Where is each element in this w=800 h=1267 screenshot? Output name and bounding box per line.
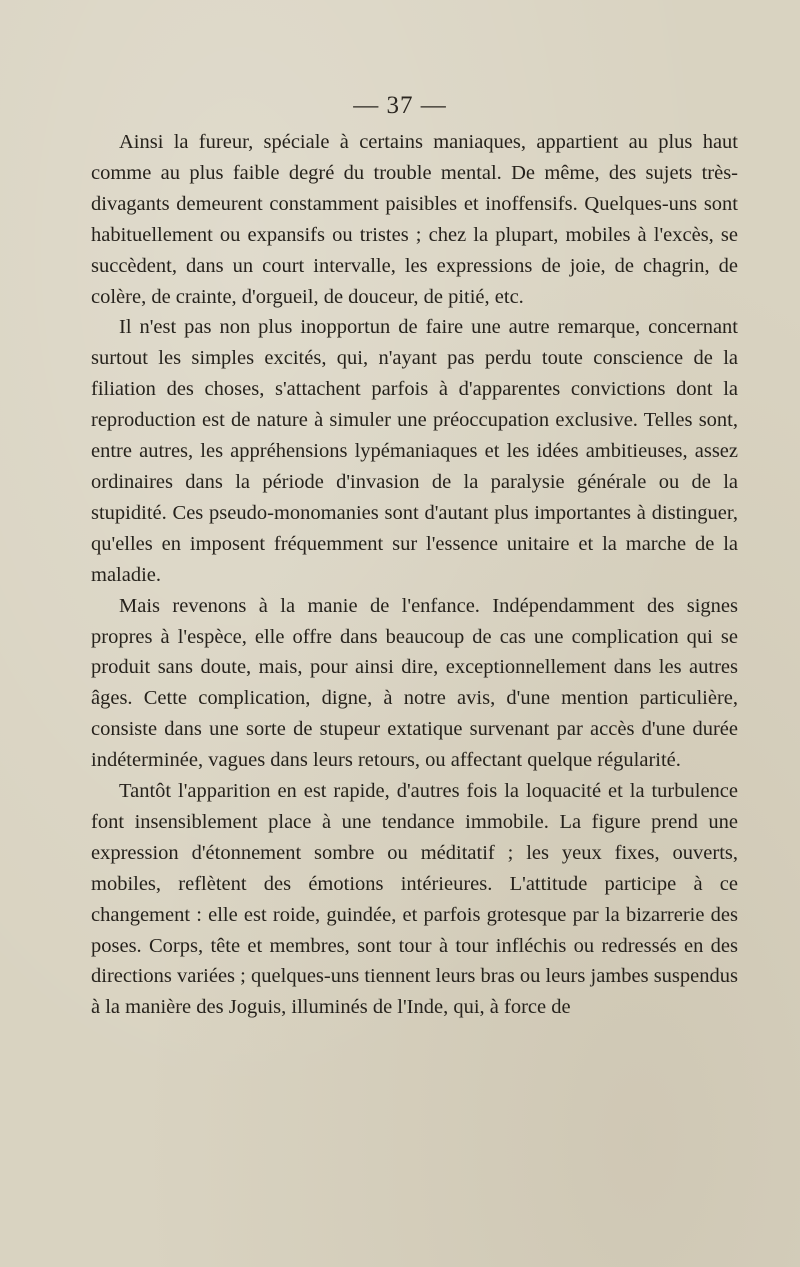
paragraph-2: Il n'est pas non plus inopportun de faire une autre remarque, concernant surtout les simples excités, qui, n'ayant pas perdu toute conscience de la filiation des choses, s'attachent parfois à d'apparentes convictions dont la reproduction est de nature à simuler une préoccupation exclusive. Telles sont, entre autres, les appréhensions lypémaniaques et les idées ambitieuses, assez ordinaires dans la période d'invasion de la paralysie générale ou de la stupidité. Ces pseudo-monomanies sont d'autant plus importantes à distinguer, qu'elles en imposent fréquemment sur l'essence unitaire et la marche de la maladie. [91, 316, 738, 586]
paragraph-3: Mais revenons à la manie de l'enfance. Indépendamment des signes propres à l'espèce, elle offre dans beaucoup de cas une complication qui se produit sans doute, mais, pour ainsi dire, exceptionnellement dans les autres âges. Cette complication, digne, à notre avis, d'une mention particulière, consiste dans une sorte de stupeur extatique survenant par accès d'une durée indéterminée, vagues dans leurs retours, ou affectant quelque régularité. [91, 594, 738, 772]
paragraph-4: Tantôt l'apparition en est rapide, d'autres fois la loquacité et la turbulence font insensiblement place à une tendance immobile. La figure prend une expression d'étonnement sombre ou méditatif ; les yeux fixes, ouverts, mobiles, reflètent des émotions intérieures. L'attitude participe à ce changement : elle est roide, guindée, et parfois grotesque par la bizarrerie des poses. Corps, tête et membres, sont tour à tour infléchis ou redressés en des directions variées ; quelques-uns tiennent leurs bras ou leurs jambes suspendus à la manière des Joguis, illuminés de l'Inde, qui, à force de [91, 780, 738, 1019]
page-number: — 37 — [353, 92, 447, 119]
body-text [91, 127, 738, 1023]
paragraph-1: Ainsi la fureur, spéciale à certains maniaques, appartient au plus haut comme au plus faible degré du trouble mental. De même, des sujets très-divagants demeurent constamment paisibles et inoffensifs. Quelques-uns sont habituellement ou expansifs ou tristes ; chez la plupart, mobiles à l'excès, se succèdent, dans un court intervalle, les expressions de joie, de chagrin, de colère, de crainte, d'orgueil, de douceur, de pitié, etc. [91, 131, 738, 308]
